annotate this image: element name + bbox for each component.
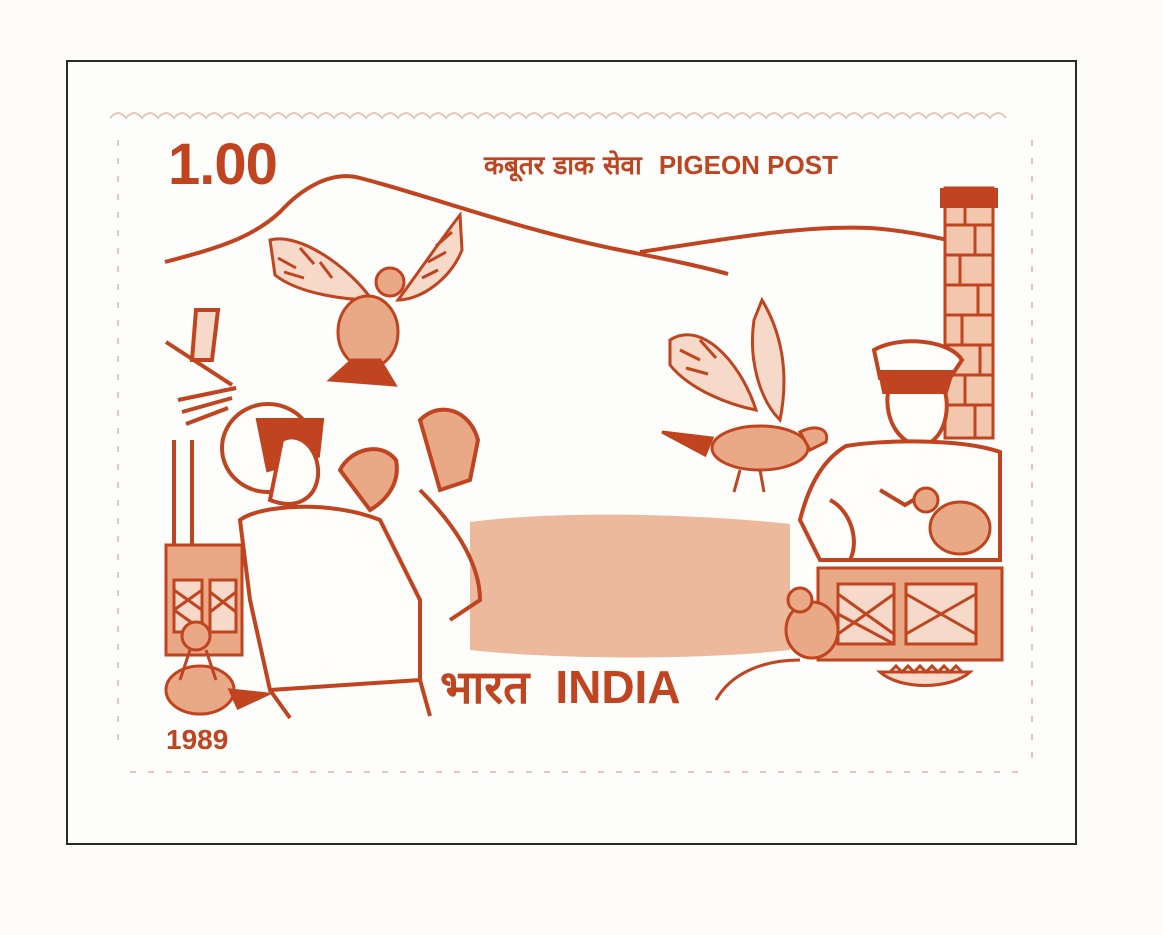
brick-tower — [940, 188, 998, 438]
country-english: INDIA — [555, 661, 681, 713]
pigeon-flying-left — [270, 215, 462, 385]
title-hindi: कबूतर डाक सेवा — [484, 151, 642, 181]
pigeon-flying-center — [662, 300, 827, 492]
country-hindi: भारत — [440, 660, 530, 714]
stamp-title — [484, 152, 838, 179]
feed-bowl — [880, 666, 970, 686]
ground-wash — [470, 515, 790, 658]
denomination: 1.00 — [168, 132, 277, 197]
lattice-fence-right — [818, 568, 1002, 660]
issue-year: 1989 — [166, 724, 229, 755]
title-english: PIGEON POST — [658, 150, 838, 180]
country-name — [440, 660, 681, 714]
